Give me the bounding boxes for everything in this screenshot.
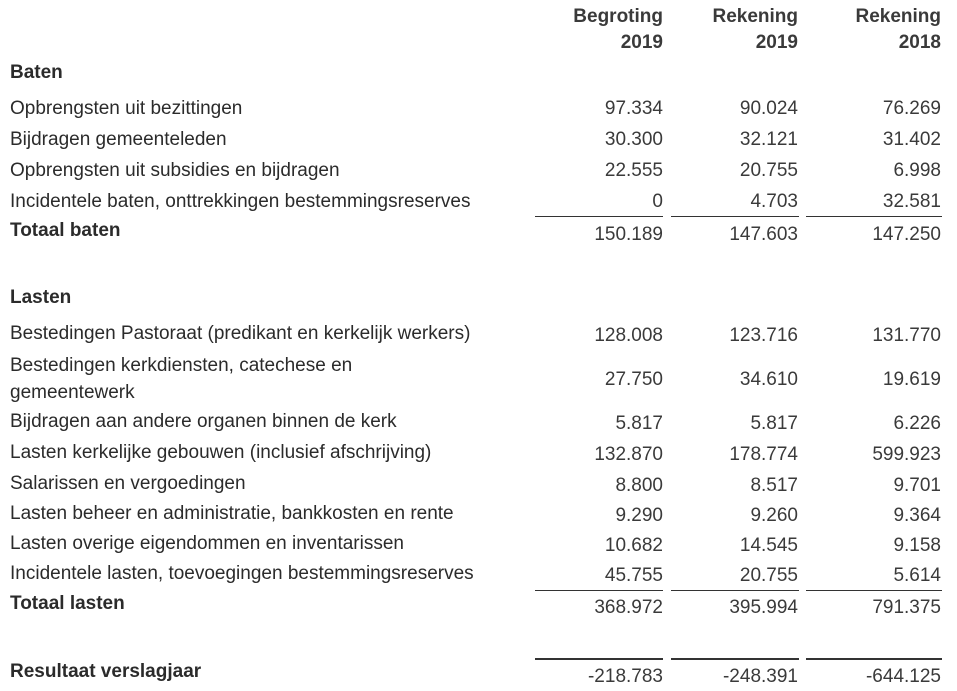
table-row (0, 409, 957, 439)
result-label: Resultaat verslagjaar (10, 661, 202, 682)
row-label: Bestedingen kerkdiensten, catechese en gemeentewerk (10, 355, 353, 403)
value-rekening-2018: 32.581 (882, 191, 941, 212)
column-header-line2: 2019 (755, 32, 798, 53)
value-rekening-2019: 32.121 (739, 129, 798, 150)
value-rekening-2019: 9.260 (750, 505, 798, 526)
column-header-line2: 2019 (620, 32, 663, 53)
row-label: Incidentele lasten, toevoegingen bestemmingsreserves (10, 563, 474, 584)
value-rekening-2018: 76.269 (882, 98, 941, 119)
total-rekening-2018: 791.375 (872, 597, 941, 618)
value-begroting-2019: 27.750 (604, 369, 663, 390)
total-rekening-2019: 147.603 (729, 224, 798, 245)
value-rekening-2018: 6.998 (893, 160, 941, 181)
table-row (0, 127, 957, 157)
total-rekening-2019: 395.994 (729, 597, 798, 618)
row-label: Salarissen en vergoedingen (10, 473, 246, 494)
column-header-begroting-2019 (533, 4, 663, 56)
value-rekening-2019: 34.610 (739, 369, 798, 390)
row-label: Bijdragen aan andere organen binnen de kerk (10, 411, 397, 432)
table-row (0, 189, 957, 219)
column-header-rekening-2018 (811, 4, 941, 56)
result-rekening-2018: -644.125 (865, 666, 941, 687)
row-label: Lasten kerkelijke gebouwen (inclusief afschrijving) (10, 442, 432, 463)
value-begroting-2019: 9.290 (615, 505, 663, 526)
value-rekening-2019: 123.716 (729, 325, 798, 346)
result-rekening-2019: -248.391 (722, 666, 798, 687)
value-begroting-2019: 22.555 (604, 160, 663, 181)
value-begroting-2019: 10.682 (604, 535, 663, 556)
total-begroting-2019: 368.972 (594, 597, 663, 618)
row-label: Lasten beheer en administratie, bankkosten en rente (10, 503, 454, 524)
total-label: Totaal baten (10, 220, 121, 241)
value-begroting-2019: 30.300 (604, 129, 663, 150)
subtotal-rule (806, 216, 942, 217)
value-rekening-2018: 19.619 (882, 369, 941, 390)
total-begroting-2019: 150.189 (594, 224, 663, 245)
value-rekening-2019: 8.517 (750, 475, 798, 496)
table-row (0, 501, 957, 531)
value-rekening-2018: 9.158 (893, 535, 941, 556)
column-header-line1: Rekening (855, 6, 941, 27)
value-begroting-2019: 0 (652, 191, 663, 212)
column-header-line1: Rekening (712, 6, 798, 27)
column-header-line2: 2018 (898, 32, 941, 53)
table-row (0, 531, 957, 561)
value-rekening-2019: 4.703 (750, 191, 798, 212)
value-begroting-2019: 128.008 (594, 325, 663, 346)
value-rekening-2018: 131.770 (872, 325, 941, 346)
table-row (0, 158, 957, 188)
section-heading-lasten: Lasten (10, 287, 72, 308)
value-begroting-2019: 45.755 (604, 565, 663, 586)
value-begroting-2019: 5.817 (615, 413, 663, 434)
column-header-rekening-2019 (668, 4, 798, 56)
total-label: Totaal lasten (10, 593, 125, 614)
subtotal-rule (535, 216, 663, 217)
subtotal-rule (671, 216, 799, 217)
value-begroting-2019: 8.800 (615, 475, 663, 496)
value-rekening-2019: 14.545 (739, 535, 798, 556)
section-heading-baten: Baten (10, 62, 63, 83)
row-label: Opbrengsten uit bezittingen (10, 98, 243, 119)
row-label: Bestedingen Pastoraat (predikant en kerkelijk werkers) (10, 323, 471, 344)
total-row-lasten (0, 591, 957, 621)
value-rekening-2018: 6.226 (893, 413, 941, 434)
value-begroting-2019: 132.870 (594, 444, 663, 465)
table-row (0, 352, 957, 408)
value-rekening-2018: 599.923 (872, 444, 941, 465)
result-row (0, 659, 957, 689)
total-rekening-2018: 147.250 (872, 224, 941, 245)
value-rekening-2019: 20.755 (739, 565, 798, 586)
value-rekening-2019: 178.774 (729, 444, 798, 465)
row-label: Lasten overige eigendommen en inventarissen (10, 533, 404, 554)
table-row (0, 321, 957, 351)
value-rekening-2018: 31.402 (882, 129, 941, 150)
row-label: Incidentele baten, onttrekkingen bestemmingsreserves (10, 191, 471, 212)
table-row (0, 561, 957, 591)
value-rekening-2018: 5.614 (893, 565, 941, 586)
row-label: Bijdragen gemeenteleden (10, 129, 227, 150)
value-rekening-2018: 9.701 (893, 475, 941, 496)
value-rekening-2019: 5.817 (750, 413, 798, 434)
table-row (0, 440, 957, 470)
table-row (0, 471, 957, 501)
value-rekening-2019: 90.024 (739, 98, 798, 119)
result-begroting-2019: -218.783 (587, 666, 663, 687)
row-label: Opbrengsten uit subsidies en bijdragen (10, 160, 340, 181)
total-row-baten (0, 218, 957, 248)
column-header-line1: Begroting (573, 6, 663, 27)
value-rekening-2018: 9.364 (893, 505, 941, 526)
table-row (0, 96, 957, 126)
value-rekening-2019: 20.755 (739, 160, 798, 181)
value-begroting-2019: 97.334 (604, 98, 663, 119)
